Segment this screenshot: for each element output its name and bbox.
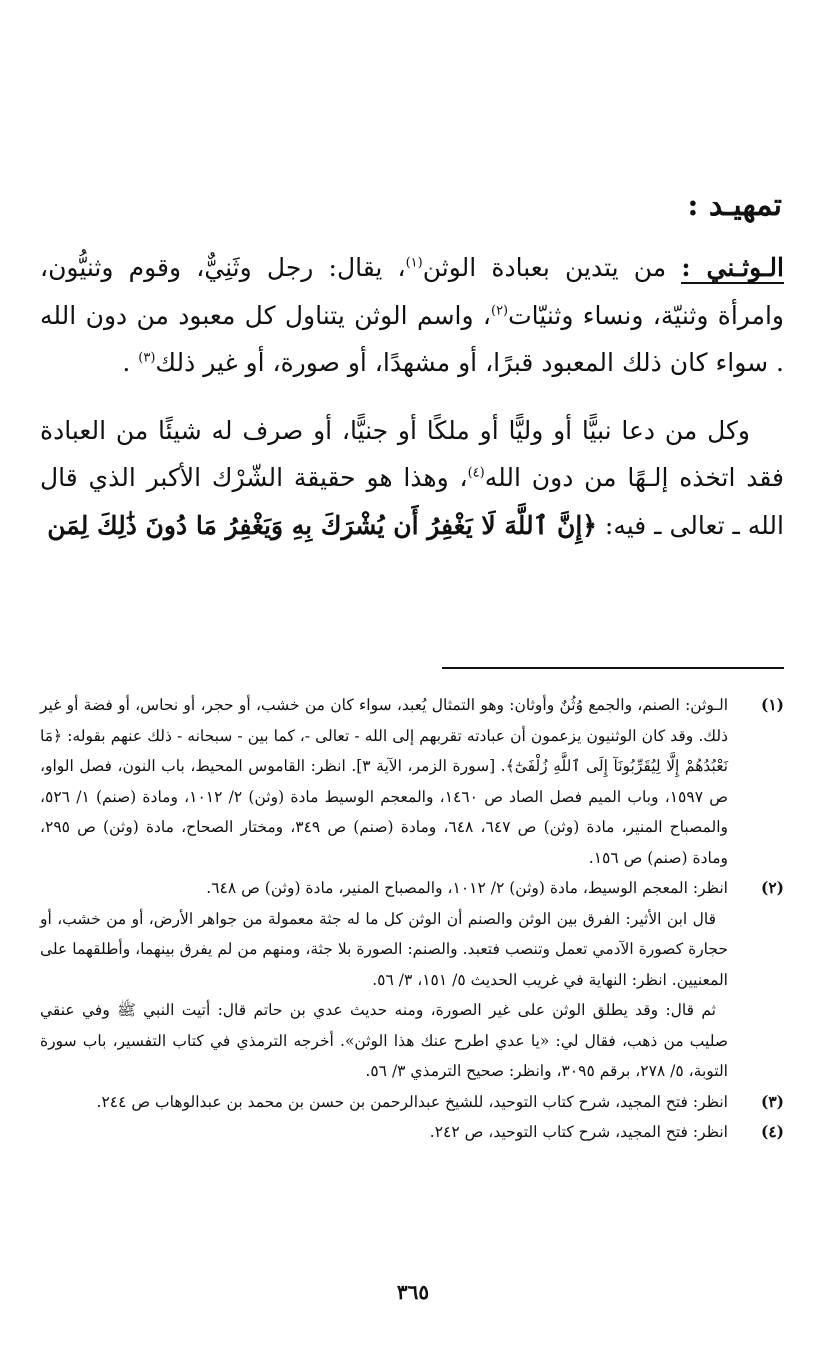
footnote-number: (٤) xyxy=(760,1122,784,1141)
footnote-number: (١) xyxy=(760,695,784,714)
paragraph-text: . xyxy=(122,348,139,377)
main-text xyxy=(40,244,784,549)
footnote-text xyxy=(40,1087,728,1118)
footnote-number: (٢) xyxy=(760,878,784,897)
footnote-paragraph: انظر: المعجم الوسيط، مادة (وثن) ٢/ ١٠١٢، والمصباح المنير، مادة (وثن) ص ٦٤٨. xyxy=(206,879,728,897)
footnote xyxy=(40,1117,784,1148)
footnote-paragraph: ثم قال: وقد يطلق الوثن على غير الصورة، ومنه حديث عدي بن حاتم قال: أتيت النبي ﷺ وفي عنقي صليب من ذهب، فقال لي: «يا عدي اطرح عنك هذا الوثن». أخرجه الترمذي في كتاب التفسير، باب سورة التوبة، ٥/ ٢٧٨، برقم ٣٠٩٥، وانظر: صحيح الترمذي ٣/ ٥٦. xyxy=(40,1001,728,1080)
footnote-text xyxy=(40,690,728,873)
paragraph-text: وكل من دعا نبيًّا أو وليًّا أو ملكًا أو جنيًّا، أو صرف له شيئًا من العبادة فقد اتخذه إلـهًا من دون الله xyxy=(40,415,784,492)
footnote xyxy=(40,690,784,873)
footnote-ref-3: (٣) xyxy=(138,350,156,366)
footnote-number: (٣) xyxy=(760,1091,784,1111)
footnote-paragraph: انظر: فتح المجيد، شرح كتاب التوحيد، ص ٢٤٢. xyxy=(429,1123,728,1141)
footnote xyxy=(40,873,784,1087)
main-paragraph-1 xyxy=(40,244,784,387)
footnote-ref-2: (٢) xyxy=(490,303,509,319)
footnote-paragraph: قال ابن الأثير: الفرق بين الوثن والصنم أن الوثن كل ما له جثة معمولة من جواهر الأرض، أو من خشب، أو حجارة كصورة الآدمي تعمل وتنصب فتعبد. والصنم: الصورة بلا جثة، ومنهم من لم يفرق بينهما، وأطلقهما على المعنيين. انظر: النهاية في غريب الحديث ٥/ ١٥١، ٣/ ٥٦. xyxy=(40,909,728,989)
paragraph-text: ، وهذا هو حقيقة الشّرْك الأكبر الذي قال الله ـ تعالى ـ فيه: xyxy=(40,463,784,540)
footnote-text xyxy=(40,873,728,1087)
main-paragraph-2 xyxy=(40,407,784,550)
footnotes xyxy=(40,690,784,1148)
paragraph-text: من يتدين بعبادة الوثن xyxy=(422,253,682,282)
section-heading: تمهيـد : xyxy=(687,188,782,223)
footnote xyxy=(40,1087,784,1118)
footnote-paragraph: الـوثن: الصنم، والجمع وُثُنٌ وأوثان: وهو التمثال يُعبد، سواء كان من خشب، أو حجر، أو نحاس، أو فضة أو غير ذلك. وقد كان الوثنيون يزعمون أن عبادته تقربهم إلى الله - تعالى -، كما بين - سبحانه - ذلك عنهم بقوله: ﴿مَا نَعْبُدُهُمْ إِلَّا لِيُقَرِّبُونَآ إِلَى ٱللَّهِ زُلْفَىٰٓ﴾. [سورة الزمر، الآية ٣]. انظر: القاموس المحيط، باب النون، فصل الواو، ص ١٥٩٧، وباب الميم فصل الصاد ص ١٤٦٠، والمعجم الوسيط مادة (وثن) ٢/ ١٠١٢، ومادة (صنم) ١/ ٥٢٦، والمصباح المنير، مادة (وثن) ص ٦٤٧، ٦٤٨، ومادة (صنم) ص ٣٤٩، ومختار الصحاح، مادة (وثن) ص ٢٩٥، ومادة (صنم) ص ١٥٦. xyxy=(40,696,728,867)
quran-verse: ﴿إِنَّ ٱللَّهَ لَا يَغْفِرُ أَن يُشْرَكَ بِهِ وَيَغْفِرُ مَا دُونَ ذَٰلِكَ لِمَن xyxy=(47,510,597,540)
page-number: ٣٦٥ xyxy=(396,1280,430,1304)
footnote-text xyxy=(40,1117,728,1148)
footnote-paragraph: انظر: فتح المجيد، شرح كتاب التوحيد، للشيخ عبدالرحمن بن حسن بن محمد بن عبدالوهاب ص ٢٤٤. xyxy=(96,1092,728,1111)
paragraph-text: ، واسم الوثن يتناول كل معبود من دون الله . سواء كان ذلك المعبود قبرًا، أو مشهدًا، أو صورة، أو غير ذلك xyxy=(40,300,784,377)
defined-term: الـوثـني : xyxy=(681,253,784,282)
footnote-separator xyxy=(442,667,784,669)
footnote-ref-4: (٤) xyxy=(467,465,485,481)
footnote-ref-1: (١) xyxy=(405,255,423,271)
paragraph-text: ، يقال: رجل وثَنِيٌّ، وقوم وثنيُّون، وامرأة وثنيّة، ونساء وثنيّات xyxy=(40,253,784,330)
